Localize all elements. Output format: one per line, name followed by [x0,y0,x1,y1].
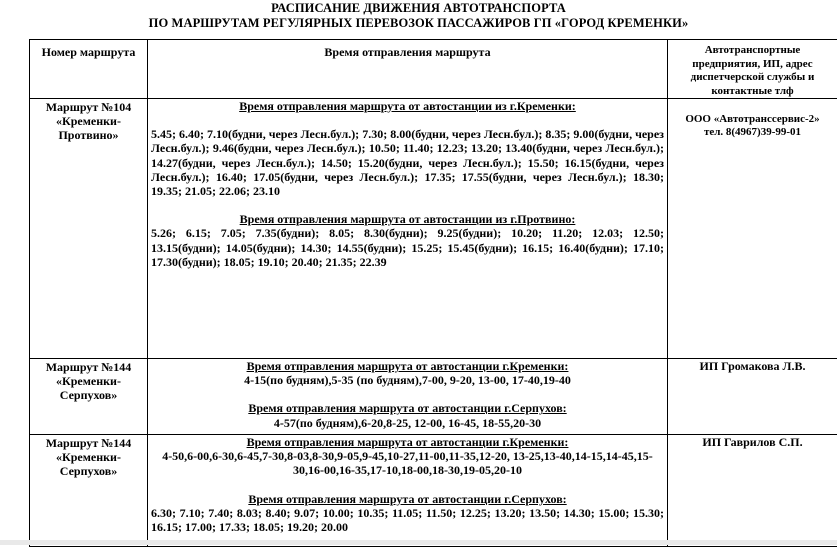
title-line-2: ПО МАРШРУТАМ РЕГУЛЯРНЫХ ПЕРЕВОЗОК ПАССАЖИРОВ ГП «ГОРОД КРЕМЕНКИ» [0,16,837,31]
departure-heading: Время отправления маршрута от автостанции г.Кременки: [151,359,664,373]
title-line-1: РАСПИСАНИЕ ДВИЖЕНИЯ АВТОТРАНСПОРТА [0,1,837,16]
departure-heading: Время отправления маршрута от автостанции из г.Кременки: [151,99,664,113]
table-row [30,99,837,359]
route-name: «Кременки-Серпухов» [33,374,144,402]
table-header-row [30,40,837,99]
enterprise-name: ООО «Автотранссервис-2» [671,113,834,126]
bottom-edge [0,540,837,545]
time-cell [148,99,668,359]
departure-heading: Время отправления маршрута от автостанции из г.Протвино: [151,212,664,226]
departure-times: 6.30; 7.10; 7.40; 8.03; 8.40; 9.07; 10.00; 10.35; 11.05; 11.50; 12.25; 13.20; 13.50; 14.30; 15.00; 15.30; 16.15; 17.00; 17.33; 18.05; 19.20; 20.00 [151,506,664,534]
departure-heading: Время отправления маршрута от автостанции г.Серпухов: [151,401,664,415]
departure-times: 4-50,6-00,6-30,6-45,7-30,8-03,8-30,9-05,9-45,10-27,11-00,11-35,12-20, 13-25,13-40,14-15,14-45,15-30,16-00,16-35,17-10,18-00,18-30,19-05,20-10 [151,449,664,477]
route-number: Маршрут №144 [33,360,144,374]
departure-times: 5.45; 6.40; 7.10(будни, через Лесн.бул.); 7.30; 8.00(будни, через Лесн.бул.); 8.35; 9.00(будни, через Лесн.бул.); 9.46(будни, через Лесн.бул.); 10.50; 11.40; 12.23; 13.20; 13.40(будни, через Лесн.бул.); 14.27(будни, через Лесн.бул.); 14.50; 15.20(будни, через Лесн.бул.); 15.50; 16.15(будни, через Лесн.бул.); 16.40; 17.05(будни, через Лесн.бул.); 17.35; 17.55(будни, через Лесн.бул.); 18.30; 19.35; 21.05; 22.06; 23.10 [151,127,664,198]
enterprise-cell [668,99,837,359]
header-route: Номер маршрута [30,40,148,99]
header-time: Время отправления маршрута [148,40,668,99]
enterprise-name: ИП Громакова Л.В. [671,359,834,373]
departure-times: 4-15(по будням),5-35 (по будням),7-00, 9-20, 13-00, 17-40,19-40 [151,373,664,387]
enterprise-phone: тел. 8(4967)39-99-01 [671,126,834,139]
document-title [0,0,837,31]
table-row [30,359,837,435]
route-number: Маршрут №144 [33,436,144,450]
time-cell [148,435,668,547]
route-number: Маршрут №104 [33,100,144,114]
spacer [151,387,664,401]
route-name: «Кременки-Серпухов» [33,450,144,478]
header-enterprise: Автотранспортные предприятия, ИП, адрес диспетчерской службы и контактные тлф [668,40,837,99]
departure-times: 4-57(по будням),6-20,8-25, 12-00, 16-45, 18-55,20-30 [151,416,664,430]
enterprise-cell [668,435,837,547]
spacer [151,113,664,127]
enterprise-cell [668,359,837,435]
enterprise-name: ИП Гаврилов С.П. [671,435,834,449]
route-cell [30,435,148,547]
time-cell [148,359,668,435]
departure-heading: Время отправления маршрута от автостанции г.Серпухов: [151,492,664,506]
route-cell [30,99,148,359]
route-name: «Кременки-Протвино» [33,114,144,142]
schedule-table [29,39,837,547]
departure-heading: Время отправления маршрута от автостанции г.Кременки: [151,435,664,449]
spacer [151,198,664,212]
departure-times: 5.26; 6.15; 7.05; 7.35(будни); 8.05; 8.30(будни); 9.25(будни); 10.20; 11.20; 12.03; 12.50; 13.15(будни); 14.05(будни); 14.30; 14.55(будни); 15.25; 15.45(будни); 16.15; 16.40(будни); 17.10; 17.30(будни); 18.05; 19.10; 20.40; 21.35; 22.39 [151,226,664,269]
route-cell [30,359,148,435]
spacer [151,478,664,492]
table-row [30,435,837,547]
